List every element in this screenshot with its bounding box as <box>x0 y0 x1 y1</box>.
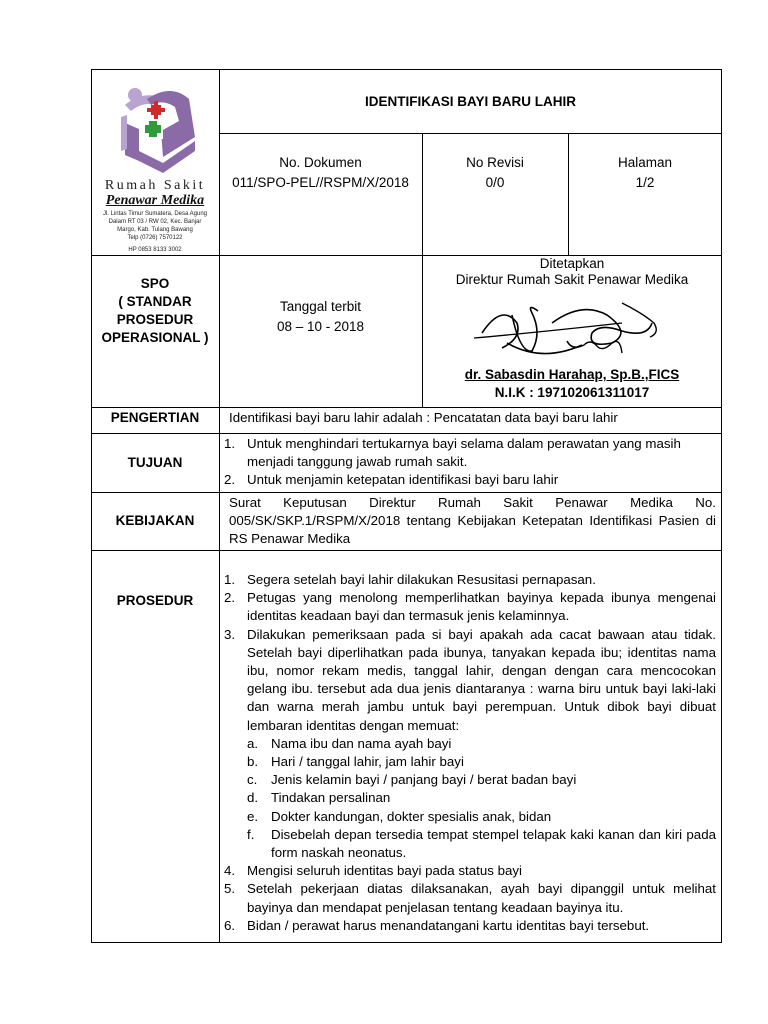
list-number: 1. <box>224 436 236 451</box>
revision-value: 0/0 <box>485 175 505 190</box>
issue-date-cell <box>219 297 422 337</box>
tujuan-list <box>224 435 716 490</box>
address-line: Jl. Lintas Timur Sumatera, Desa Agung <box>102 211 208 217</box>
list-item-text: Segera setelah bayi lahir dilakukan Resusitasi pernapasan. <box>247 572 596 587</box>
sub-list-item <box>247 753 716 771</box>
list-item <box>224 917 716 935</box>
hospital-name-line2: Penawar Medika <box>105 193 205 208</box>
sub-list-letter: b. <box>247 754 259 770</box>
kebijakan-label: KEBIJAKAN <box>115 513 195 528</box>
sub-list-item-text: Nama ibu dan nama ayah bayi <box>271 735 452 751</box>
list-number: 6. <box>224 917 236 933</box>
pengertian-label: PENGERTIAN <box>110 410 200 425</box>
spo-document <box>91 69 722 943</box>
list-item-text: Setelah pekerjaan diatas dilaksanakan, ayah bayi dipanggil untuk melihat bayinya dan mendapat penjelasan tentang keadaan bayinya itu. <box>247 881 716 915</box>
divider <box>422 133 423 255</box>
list-item <box>224 571 716 589</box>
spo-label <box>91 275 219 347</box>
prosedur-list <box>224 571 716 935</box>
divider <box>568 133 569 255</box>
sub-list-item <box>247 789 716 807</box>
list-item-text: Mengisi seluruh identitas bayi pada status bayi <box>247 863 522 879</box>
address-line: HP 0853 8133 3002 <box>128 247 182 253</box>
sub-list-item-text: Jenis kelamin bayi / panjang bayi / berat badan bayi <box>271 772 577 788</box>
sub-list-item-text: Dokter kandungan, dokter spesialis anak, bidan <box>271 808 552 824</box>
list-number: 3. <box>224 626 236 642</box>
page-value: 1/2 <box>635 175 655 190</box>
list-item <box>224 435 716 471</box>
spo-label-line: SPO <box>140 276 170 291</box>
divider <box>219 69 220 943</box>
address-line: Dalam RT 03 / RW 02, Kec. Banjar <box>108 219 202 225</box>
approval-cell <box>422 255 722 407</box>
sub-list-item <box>247 771 716 789</box>
approved-by: Direktur Rumah Sakit Penawar Medika <box>455 272 689 287</box>
spo-label-line: PROSEDUR <box>116 312 194 327</box>
prosedur-label: PROSEDUR <box>116 593 194 608</box>
sub-list-item <box>247 808 716 826</box>
list-item-text: Bidan / perawat harus menandatangani kartu identitas bayi tersebut. <box>247 917 650 933</box>
list-item <box>224 626 716 863</box>
sub-list-letter: a. <box>247 735 259 751</box>
approved-label: Ditetapkan <box>539 256 605 271</box>
revision-label: No Revisi <box>466 155 524 170</box>
list-number: 4. <box>224 863 236 879</box>
signature-image <box>472 293 662 368</box>
list-item <box>224 862 716 880</box>
issue-date-value: 08 – 10 - 2018 <box>276 319 365 334</box>
doc-number-value: 011/SPO-PEL//RSPM/X/2018 <box>232 175 409 190</box>
sub-list-item-text: Disebelah depan tersedia tempat stempel telapak kaki kanan dan kiri pada form naskah neonatus. <box>271 826 716 861</box>
page-cell <box>568 153 722 193</box>
list-item-text: Dilakukan pemeriksaan pada si bayi apakah ada cacat bawaan atau tidak. Setelah bayi diperlihatkan pada ibunya, tanyakan kepada ibu; identitas nama ibu, nomor rekam medis, tanggal lahir, dengan dengan cara mencocokan gelang ibu. tersebut ada dua jenis diantaranya : warna biru untuk bayi laki-laki dan warna merah jambu untuk bayi perempuan. Untuk dibok bayi dibuat lembaran identitas dengan memuat: <box>247 626 716 733</box>
address-line: Telp (0726) 7570122 <box>127 235 183 241</box>
list-item <box>224 589 716 625</box>
list-item-text: Untuk menghindari tertukarnya bayi selama dalam perawatan yang masih menjadi tanggung jawab rumah sakit. <box>247 436 681 470</box>
hospital-address <box>97 210 213 254</box>
doc-number-label: No. Dokumen <box>279 155 362 170</box>
list-item <box>224 471 716 489</box>
sub-list-item-text: Hari / tanggal lahir, jam lahir bayi <box>271 754 464 770</box>
signer-name: dr. Sabasdin Harahap, Sp.B.,FICS <box>464 367 680 382</box>
sub-list-item <box>247 826 716 862</box>
list-number: 2. <box>224 472 236 488</box>
revision-cell <box>422 153 568 193</box>
divider <box>91 550 722 551</box>
sub-list-item <box>247 735 716 753</box>
doc-number-cell <box>219 153 422 193</box>
pengertian-text: Identifikasi bayi baru lahir adalah : Pencatatan data bayi baru lahir <box>229 410 618 425</box>
sub-list-letter: e. <box>247 808 259 824</box>
list-number: 2. <box>224 590 236 606</box>
hospital-name-line1: Rumah Sakit <box>104 178 206 193</box>
list-item-text: Petugas yang menolong memperlihatkan bayinya kepada ibunya mengenai identitas keadaan bayi dan termasuk jenis kelaminnya. <box>247 590 716 624</box>
spo-label-line: OPERASIONAL ) <box>101 330 209 345</box>
sub-list-letter: c. <box>247 772 258 788</box>
document-title: IDENTIFIKASI BAYI BARU LAHIR <box>364 93 576 109</box>
tujuan-label: TUJUAN <box>127 454 183 470</box>
sub-list-letter: d. <box>247 790 259 806</box>
signer-nik: N.I.K : 197102061311017 <box>494 385 650 400</box>
page-label: Halaman <box>617 155 673 170</box>
hospital-logo-icon <box>91 69 219 179</box>
list-number: 5. <box>224 881 236 897</box>
spo-label-line: ( STANDAR <box>118 294 192 309</box>
divider <box>219 133 722 134</box>
list-item-text: Untuk menjamin ketepatan identifikasi bayi baru lahir <box>247 472 559 488</box>
list-number: 1. <box>224 572 236 587</box>
issue-date-label: Tanggal terbit <box>279 299 362 314</box>
hospital-logo <box>91 69 219 255</box>
sub-list-letter: f. <box>247 826 255 842</box>
address-line: Margo, Kab. Tulang Bawang <box>117 227 193 233</box>
kebijakan-text: Surat Keputusan Direktur Rumah Sakit Penawar Medika No. 005/SK/SKP.1/RSPM/X/2018 tentang Kebijakan Ketepatan Identifikasi Pasien di RS Penawar Medika <box>229 495 716 547</box>
sub-list-item-text: Tindakan persalinan <box>271 790 391 806</box>
list-item <box>224 880 716 916</box>
